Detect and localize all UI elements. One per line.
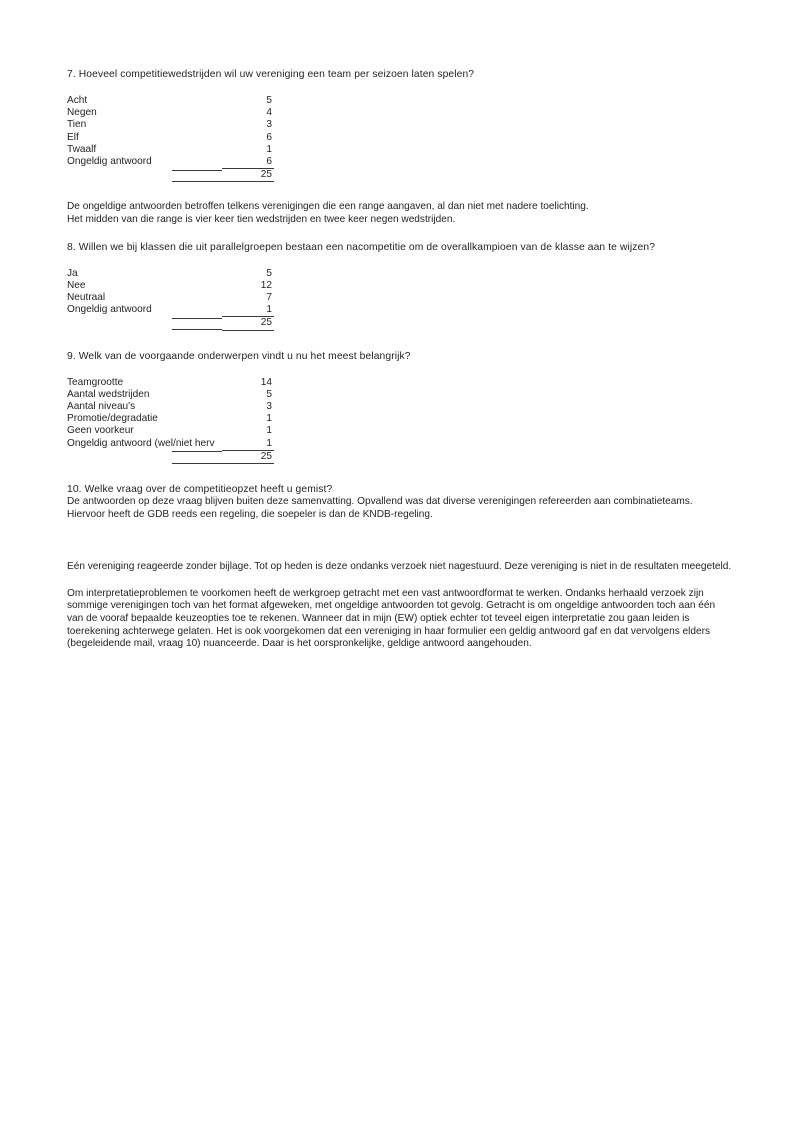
table-row xyxy=(67,280,274,292)
table-total-row xyxy=(67,169,274,182)
spacer xyxy=(67,574,733,588)
table-row xyxy=(67,389,274,401)
document-content xyxy=(67,68,733,651)
row-value: 3 xyxy=(266,401,272,413)
spacer xyxy=(67,363,733,377)
row-label: Nee xyxy=(67,279,86,291)
table-row xyxy=(67,304,274,317)
table-total-row xyxy=(67,450,274,463)
row-label: Ja xyxy=(67,267,78,279)
total-rule xyxy=(172,318,222,330)
table-total-row xyxy=(67,317,274,330)
note-line: De ongeldige antwoorden betroffen telkens verenigingen die een range aangaven, al dan niet met nadere toelichting. xyxy=(67,201,589,213)
row-label: Teamgrootte xyxy=(67,376,124,388)
total-value: 25 xyxy=(222,169,274,182)
row-label: Geen voorkeur xyxy=(67,425,134,437)
spacer xyxy=(67,81,733,95)
total-rule-lead xyxy=(67,450,222,463)
row-label: Twaalf xyxy=(67,143,97,155)
tally-table-9 xyxy=(67,377,274,464)
table-row xyxy=(67,95,274,107)
row-value: 1 xyxy=(266,143,272,155)
spacer xyxy=(67,227,733,241)
row-value: 4 xyxy=(266,107,272,119)
table-row xyxy=(67,413,274,425)
total-rule xyxy=(172,451,222,463)
body-line: Eén vereniging reageerde zonder bijlage. Tot op heden is deze ondanks verzoek niet nagestuurd. Deze vereniging is niet in de resultaten meegeteld. xyxy=(67,561,732,573)
total-rule xyxy=(172,170,222,182)
closing-paragraph-2 xyxy=(67,588,733,651)
table-row xyxy=(67,377,274,389)
body-line: Om interpretatieproblemen te voorkomen heeft de werkgroep getracht met een vast antwoordformat te werken. Ondanks herhaald verzoek zijn xyxy=(67,587,704,599)
question-heading-9: 9. Welk van de voorgaande onderwerpen vindt u nu het meest belangrijk? xyxy=(67,350,411,362)
row-value: 5 xyxy=(266,388,272,400)
table-row xyxy=(67,438,274,451)
row-value: 5 xyxy=(266,95,272,106)
row-value: 1 xyxy=(266,437,272,449)
row-label: Aantal niveau's xyxy=(67,401,136,413)
question-heading-7: 7. Hoeveel competitiewedstrijden wil uw vereniging een team per seizoen laten spelen? xyxy=(67,69,475,80)
table-row xyxy=(67,292,274,304)
table-row xyxy=(67,132,274,144)
tally-table-8 xyxy=(67,268,274,331)
question-7-notes xyxy=(67,201,733,226)
question-heading-8: 8. Willen we bij klassen die uit parallelgroepen bestaan een nacompetitie om de overallkampioen van de klasse aan te wijzen? xyxy=(67,241,656,253)
row-value: 3 xyxy=(266,119,272,131)
body-line: van de vooraf bepaalde keuzeopties toe te rekenen. Wanneer dat in mijn (EW) optiek echter tot teveel eigen interpretatie zou gaan leiden is xyxy=(67,613,690,625)
total-rule-lead xyxy=(67,317,222,330)
row-value: 6 xyxy=(266,156,272,168)
total-rule-lead xyxy=(67,169,222,182)
row-value: 14 xyxy=(260,376,272,388)
row-value: 1 xyxy=(266,425,272,437)
row-label: Acht xyxy=(67,95,88,106)
row-label: Neutraal xyxy=(67,292,106,304)
row-value: 6 xyxy=(266,131,272,143)
row-label: Elf xyxy=(67,131,79,143)
tally-table-7 xyxy=(67,95,274,182)
table-row xyxy=(67,268,274,280)
row-label: Promotie/degradatie xyxy=(67,413,158,425)
total-value: 25 xyxy=(222,450,274,463)
table-row xyxy=(67,144,274,156)
row-label: Tien xyxy=(67,119,87,131)
table-row xyxy=(67,119,274,131)
spacer xyxy=(67,254,733,268)
body-line: (begeleidende mail, vraag 10) nuanceerde. Daar is het oorspronkelijke, geldige antwoord aangehouden. xyxy=(67,638,532,650)
row-label: Ongeldig antwoord (wel/niet herv xyxy=(67,437,215,449)
spacer xyxy=(67,521,733,561)
row-label: Ongeldig antwoord xyxy=(67,156,152,168)
closing-paragraph-1 xyxy=(67,561,733,574)
body-line: De antwoorden op deze vraag blijven buiten deze samenvatting. Opvallend was dat diverse verenigingen refereerden aan combinatieteams. xyxy=(67,496,693,508)
row-value: 7 xyxy=(266,292,272,304)
row-label: Negen xyxy=(67,107,97,119)
question-10-body xyxy=(67,496,733,521)
total-value: 25 xyxy=(222,317,274,330)
body-line: sommige verenigingen toch van het format afgeweken, met ongeldige antwoorden tot gevolg. Getracht is om ongeldige antwoorden toch aan één xyxy=(67,600,716,612)
spacer xyxy=(67,331,733,350)
body-line: Hiervoor heeft de GDB reeds een regeling, die soepeler is dan de KNDB-regeling. xyxy=(67,508,433,520)
row-value: 5 xyxy=(266,267,272,279)
row-value: 1 xyxy=(266,413,272,425)
spacer xyxy=(67,182,733,201)
row-label: Aantal wedstrijden xyxy=(67,388,150,400)
spacer xyxy=(67,464,733,483)
table-row xyxy=(67,401,274,413)
table-row xyxy=(67,107,274,119)
row-value: 12 xyxy=(260,279,272,291)
row-value: 1 xyxy=(266,304,272,316)
table-row xyxy=(67,425,274,437)
table-row xyxy=(67,156,274,169)
question-heading-10: 10. Welke vraag over de competitieopzet heeft u gemist? xyxy=(67,484,333,496)
body-line: toerekening achterwege gelaten. Het is ook voorgekomen dat een vereniging in haar formulier een geldig antwoord gaf en dat vervolgens elders xyxy=(67,625,711,637)
note-line: Het midden van die range is vier keer tien wedstrijden en twee keer negen wedstrijden. xyxy=(67,214,456,226)
row-label: Ongeldig antwoord xyxy=(67,304,152,316)
